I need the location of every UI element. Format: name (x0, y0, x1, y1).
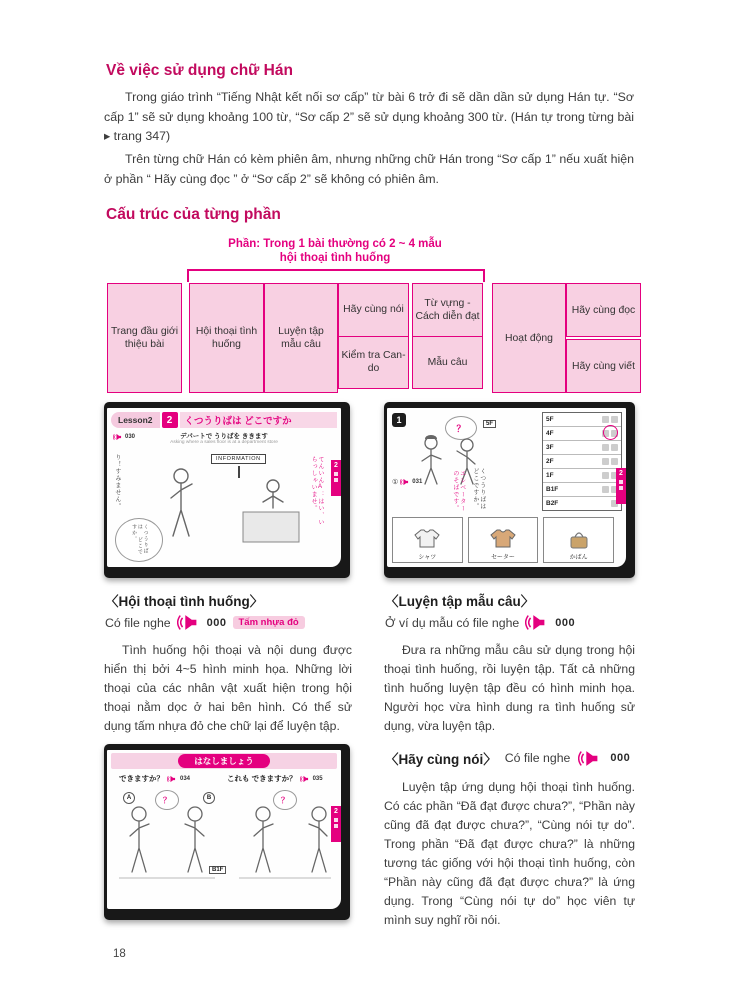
speak-col2-title: これも できますか？ (227, 774, 297, 783)
kanji-paragraph-1: Trong giáo trình “Tiếng Nhật kết nối sơ cấp” từ bài 6 trở đi sẽ dần dần sử dụng Hán tự. “Sơ cấp 1” sẽ sử dụng khoảng 100 từ, “Sơ cấp 2” sẽ sử dụng khoảng 300 từ. (Hán tự trong từng bài ▸ trang 347) (104, 90, 634, 144)
highlight-circle (603, 425, 618, 440)
textbook-page-practice (387, 408, 626, 567)
mini-speaker-icon (113, 433, 123, 441)
audio-number: 031 (412, 479, 423, 485)
cap-shape (425, 435, 437, 439)
speak-audio-number: 000 (610, 752, 631, 764)
structure-section-title: Cấu trúc của từng phần (106, 206, 281, 223)
information-sign: INFORMATION (211, 454, 266, 464)
diagram-box-vocab-pattern (412, 283, 483, 389)
unit-tab-number: 2 (334, 462, 338, 469)
speak-col2-header (227, 773, 323, 784)
textbook-page-speak (107, 750, 341, 909)
role-label-a: A (123, 792, 135, 804)
lesson-title: くつうりばは どこですか (180, 412, 338, 428)
question-mark: ？ (281, 795, 289, 805)
diagram-callout-line2: hội thoại tình huống (279, 252, 391, 265)
floor-sign-5f: 5F (483, 420, 496, 428)
lesson-label: Lesson2 (111, 412, 160, 428)
dialogue-audio-label: Có file nghe (105, 615, 171, 630)
speak-illustration (111, 786, 337, 904)
dialogue-section-heading: 〈Hội thoại tình huống〉 (105, 594, 264, 609)
practice-item-sweater (468, 517, 539, 563)
textbook-photo-dialogue (104, 402, 350, 578)
unit-tab (616, 468, 626, 504)
speaker-icon (177, 614, 201, 631)
audio-number: 030 (125, 434, 136, 440)
unit-tab (331, 460, 341, 496)
diagram-box-write: Hãy cùng viết (566, 339, 641, 393)
diagram-callout-line1: Phần: Trong 1 bài thường có 2 ~ 4 mẫu (228, 238, 442, 250)
floor-label: 2F (546, 458, 554, 465)
mini-speaker-icon (300, 775, 310, 783)
scene-subtitle-en: Asking where a sales floor is at a department store (170, 440, 278, 445)
audio-mark-030 (113, 433, 135, 441)
audio-mark-031 (392, 478, 422, 486)
page-number: 18 (113, 948, 126, 960)
mini-speaker-icon (167, 775, 177, 783)
practice-audio-row (385, 614, 575, 631)
red-sheet-badge: Tấm nhựa đỏ (233, 616, 305, 629)
item-icon (611, 458, 618, 465)
diagram-box-speak-cando (338, 283, 409, 389)
speak-bubble-1 (155, 790, 179, 810)
speak-header-title: はなしましょう (178, 754, 270, 768)
diagram-box-read: Hãy cùng đọc (566, 283, 641, 337)
item-icon (602, 472, 609, 479)
textbook-photo-practice (384, 402, 635, 578)
unit-tab-number: 2 (334, 808, 338, 815)
speak-section-body: Luyện tập ứng dụng hội thoại tình huống. Có các phần “Đã đạt được chưa?”, “Phần này cũng đã đạt được chưa?”, “Cùng nói tự do”. Trong phần “Đã đạt được chưa?” là những tương tác giống với hội thoại tình huống, còn “Phần này cũng đã đạt được chưa?” là ứng dụng. Trong “Cùng nói tự do” học viên tự mình suy nghĩ rồi nói. (384, 780, 635, 928)
floor-row (543, 455, 621, 469)
speaker-icon (578, 750, 602, 767)
speak-col1-title: できますか？ (119, 774, 164, 783)
unit-tab-dot (334, 478, 338, 482)
speak-col1-header (119, 773, 190, 784)
floor-label: B2F (546, 500, 559, 507)
practice-audio-label: Ở ví dụ mẫu có file nghe (385, 615, 520, 630)
unit-tab-dot (619, 480, 623, 484)
unit-tab-dot (334, 824, 338, 828)
diagram-box-dialogue: Hội thoại tình huống (189, 283, 264, 393)
floor-row (543, 441, 621, 455)
practice-audio-number: 000 (555, 616, 576, 629)
textbook-page-dialogue (107, 408, 341, 567)
question-mark: ？ (456, 423, 466, 434)
diagram-box-pattern: Mẫu câu (427, 356, 468, 368)
floor-sign-b1f: B1F (209, 866, 226, 874)
diagram-box-activity: Hoạt động (492, 283, 566, 393)
diagram-box-pattern-practice: Luyện tập mẫu câu (264, 283, 338, 393)
unit-tab-dot (334, 472, 338, 476)
practice-item-shirt (392, 517, 463, 563)
unit-tab-dot (619, 486, 623, 490)
unit-tab-dot (334, 818, 338, 822)
diagram-box-intro: Trang đầu giới thiệu bài (107, 283, 182, 393)
diagram-box-vocab: Từ vựng - Cách diễn đạt (413, 284, 482, 337)
floor-label: 4F (546, 430, 554, 437)
shirt-icon (407, 527, 447, 553)
question-mark: ？ (163, 795, 171, 805)
floor-row (543, 497, 621, 510)
sweater-icon (483, 527, 523, 553)
dialogue-side-text-right: てんいんA：はい、いらっしゃいませ。 (310, 456, 323, 526)
floor-label: B1F (546, 486, 559, 493)
speech-bubble-text: くつうりばは どこですか。 (131, 524, 149, 555)
item-icon (611, 416, 618, 423)
floor-label: 1F (546, 472, 554, 479)
diagram-box-speak: Hãy cùng nói (339, 284, 408, 337)
speaker-icon (525, 614, 549, 631)
speak-section-heading: 〈Hãy cùng nói〉 (385, 752, 497, 767)
kanji-paragraph-2: Trên từng chữ Hán có kèm phiên âm, nhưng những chữ Hán trong “Sơ cấp 1” nếu xuất hiện ở phần “ Hãy cùng đọc ” ở “Sơ cấp 2” sẽ không có phiên âm. (104, 152, 634, 186)
item-caption: セーター (491, 555, 515, 561)
dialogue-section-body: Tình huống hội thoại và nội dung được hiển thị bởi 4~5 hình minh họa. Những lời thoại của các nhân vật xuất hiện trong hội thoại nằm dọc ở hai bên hình. Có thể sử dụng tấm nhựa đỏ che chữ lại để luyện tập. (104, 643, 352, 734)
step-number-badge: 1 (392, 413, 406, 427)
speak-bubble-2 (273, 790, 297, 810)
role-label-b: B (203, 792, 215, 804)
item-caption: かばん (569, 555, 588, 561)
item-icon (611, 444, 618, 451)
item-icon (602, 444, 609, 451)
lesson-number-badge: 2 (162, 412, 178, 428)
diagram-callout (181, 237, 489, 266)
practice-question-vertical: くつうりばは どこですか。 (471, 468, 485, 510)
dialogue-audio-number: 000 (206, 616, 227, 629)
item-number-mark: ① (392, 479, 399, 486)
practice-item-bag (543, 517, 614, 563)
lesson-header (111, 412, 337, 428)
dialogue-side-text-left: り！すみません。 (113, 454, 120, 510)
floor-row (543, 469, 621, 483)
dialogue-audio-row (105, 614, 305, 631)
floor-label: 3F (546, 444, 554, 451)
speak-audio-label: Có file nghe (504, 751, 571, 765)
item-icon (602, 458, 609, 465)
mini-speaker-icon (400, 478, 410, 486)
speak-header-bar (111, 753, 337, 769)
diagram-box-cando: Kiểm tra Can-do (341, 350, 406, 375)
practice-section-heading: 〈Luyện tập mẫu câu〉 (385, 594, 535, 609)
unit-tab-number: 2 (619, 470, 623, 477)
practice-answer-vertical: エレベーターのそばです。 (451, 470, 465, 512)
speak-section-heading-row (385, 748, 630, 768)
item-icon (602, 486, 609, 493)
bag-icon (559, 527, 599, 553)
audio-number: 035 (312, 775, 323, 782)
unit-tab (331, 806, 341, 842)
item-caption: シャツ (418, 555, 437, 561)
floor-row (543, 483, 621, 497)
item-icon (602, 416, 609, 423)
kanji-section-title: Về việc sử dụng chữ Hán (106, 62, 293, 79)
practice-section-body: Đưa ra những mẫu câu sử dụng trong hội thoại tình huống, rồi luyện tập. Tất cả những tình huống luyện tập đều có hình minh họa. Người học vừa hình dung ra tình huống sử dụng, vừa luyện tập. (384, 643, 635, 734)
audio-number: 034 (180, 775, 191, 782)
diagram-bracket (187, 269, 485, 282)
practice-item-row (392, 517, 614, 563)
scene-subtitle-jp: デパートで うりばを ききます (180, 433, 268, 440)
textbook-photo-speak (104, 744, 350, 920)
speech-bubble (115, 518, 163, 562)
floor-label: 5F (546, 416, 554, 423)
